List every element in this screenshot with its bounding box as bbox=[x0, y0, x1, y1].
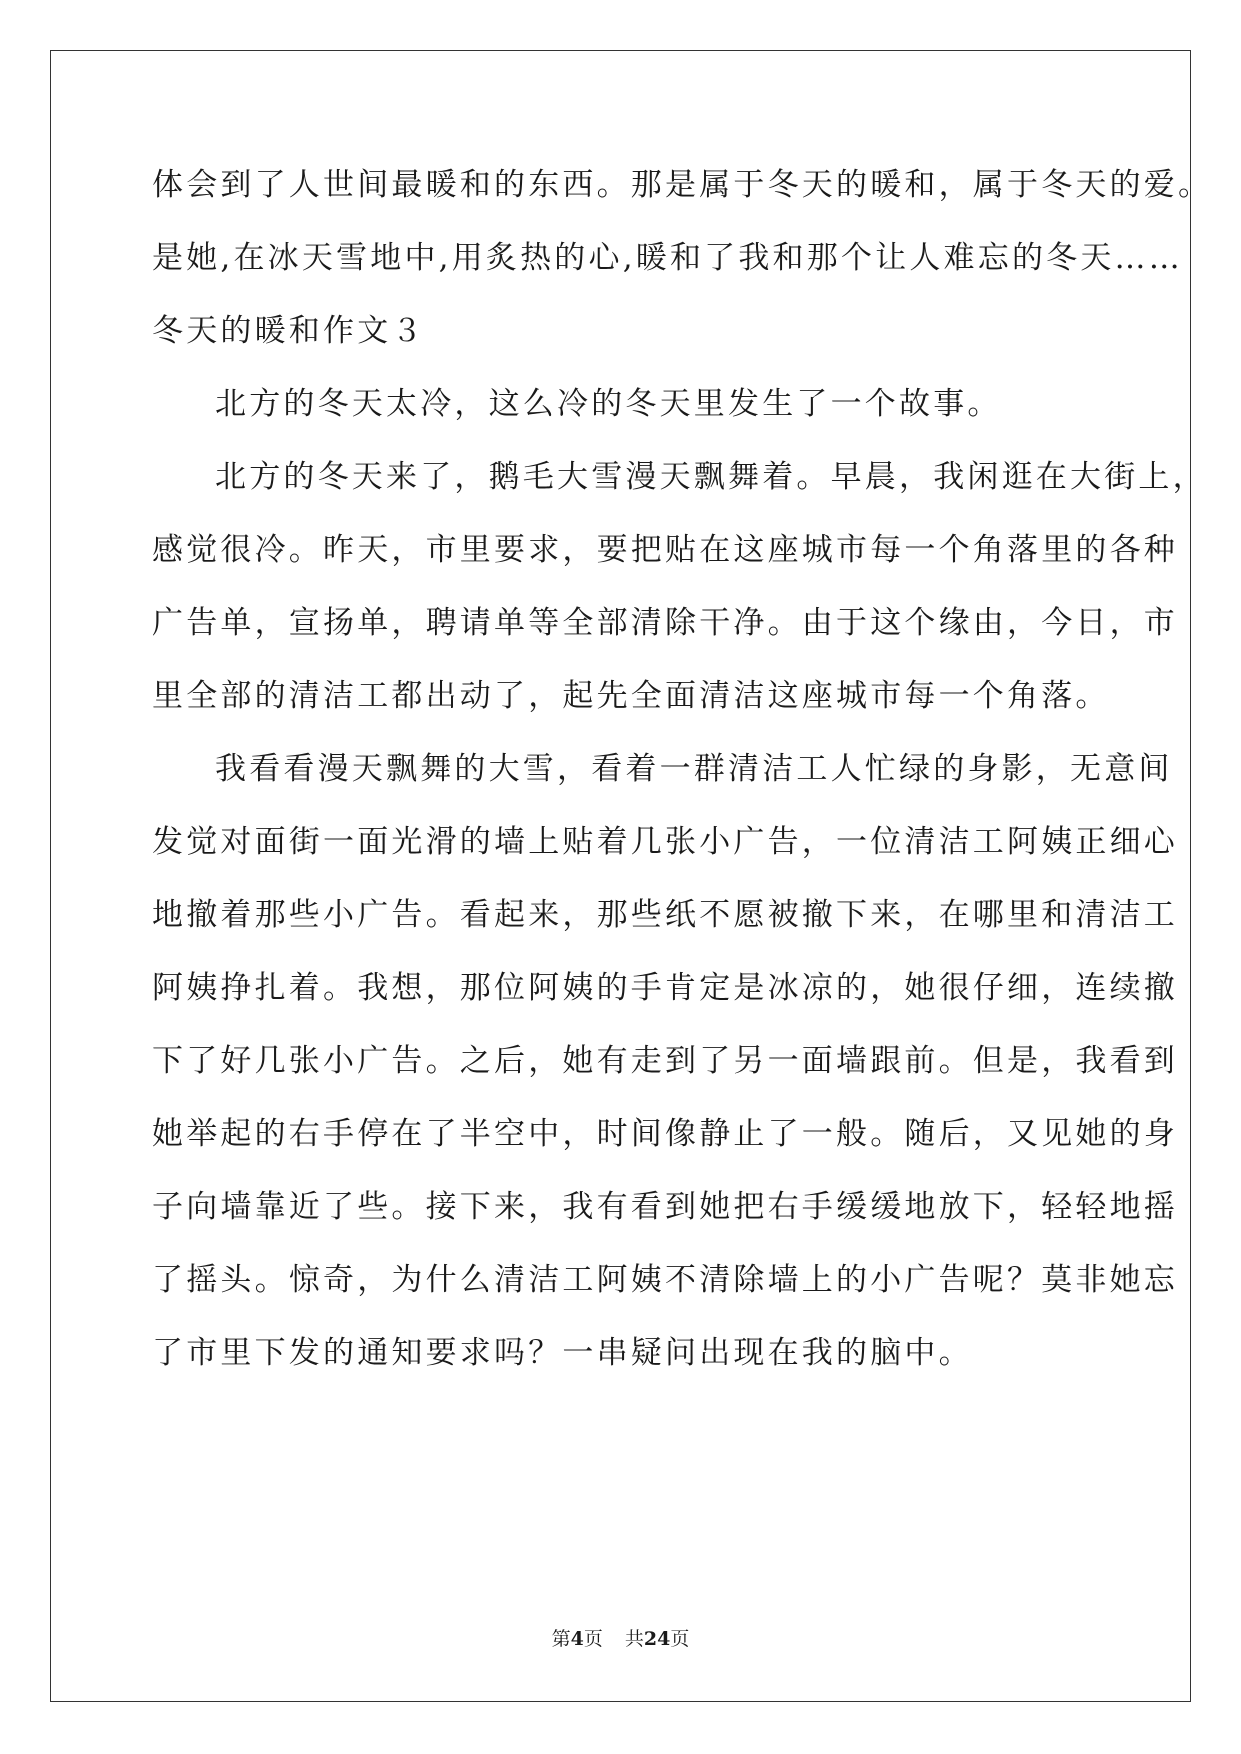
paragraph-start: 北方的冬天太冷，这么冷的冬天里发生了一个故事。 bbox=[215, 386, 1002, 422]
section-heading: 冬天的暖和作文３ bbox=[152, 313, 426, 349]
page-border bbox=[50, 50, 1191, 1702]
text-line: 发觉对面街一面光滑的墙上贴着几张小广告，一位清洁工阿姨正细心 bbox=[152, 824, 1178, 860]
text-line: 子向墙靠近了些。接下来，我有看到她把右手缓缓地放下，轻轻地摇 bbox=[152, 1189, 1178, 1225]
page-number: 4 bbox=[570, 1628, 584, 1650]
text-line: 体会到了人世间最暖和的东西。那是属于冬天的暖和，属于冬天的爱。 bbox=[152, 167, 1213, 203]
text-line: 了市里下发的通知要求吗？一串疑问出现在我的脑中。 bbox=[152, 1335, 973, 1371]
text-line: 感觉很冷。昨天，市里要求，要把贴在这座城市每一个角落里的各种 bbox=[152, 532, 1178, 568]
text-line: 广告单，宣扬单，聘请单等全部清除干净。由于这个缘由，今日，市 bbox=[152, 605, 1178, 641]
footer-total-suffix: 页 bbox=[670, 1628, 690, 1650]
text-line: 里全部的清洁工都出动了，起先全面清洁这座城市每一个角落。 bbox=[152, 678, 1110, 714]
text-line: 阿姨挣扎着。我想，那位阿姨的手肯定是冰凉的，她很仔细，连续撤 bbox=[152, 970, 1178, 1006]
text-line: 地撤着那些小广告。看起来，那些纸不愿被撤下来，在哪里和清洁工 bbox=[152, 897, 1178, 933]
page-footer bbox=[0, 1627, 1241, 1651]
text-line: 下了好几张小广告。之后，她有走到了另一面墙跟前。但是，我看到 bbox=[152, 1043, 1178, 1079]
total-pages: 24 bbox=[643, 1628, 671, 1650]
text-line: 她举起的右手停在了半空中，时间像静止了一般。随后，又见她的身 bbox=[152, 1116, 1178, 1152]
text-line: 了摇头。惊奇，为什么清洁工阿姨不清除墙上的小广告呢？莫非她忘 bbox=[152, 1262, 1178, 1298]
text-line: 是她,在冰天雪地中,用炙热的心,暖和了我和那个让人难忘的冬天…… bbox=[152, 240, 1183, 276]
footer-page-suffix: 页 bbox=[583, 1628, 603, 1650]
paragraph-start: 我看看漫天飘舞的大雪，看着一群清洁工人忙绿的身影，无意间 bbox=[215, 751, 1173, 787]
footer-total-prefix: 共 bbox=[624, 1628, 644, 1650]
paragraph-start: 北方的冬天来了，鹅毛大雪漫天飘舞着。早晨，我闲逛在大街上， bbox=[215, 459, 1207, 495]
footer-prefix: 第 bbox=[551, 1628, 571, 1650]
